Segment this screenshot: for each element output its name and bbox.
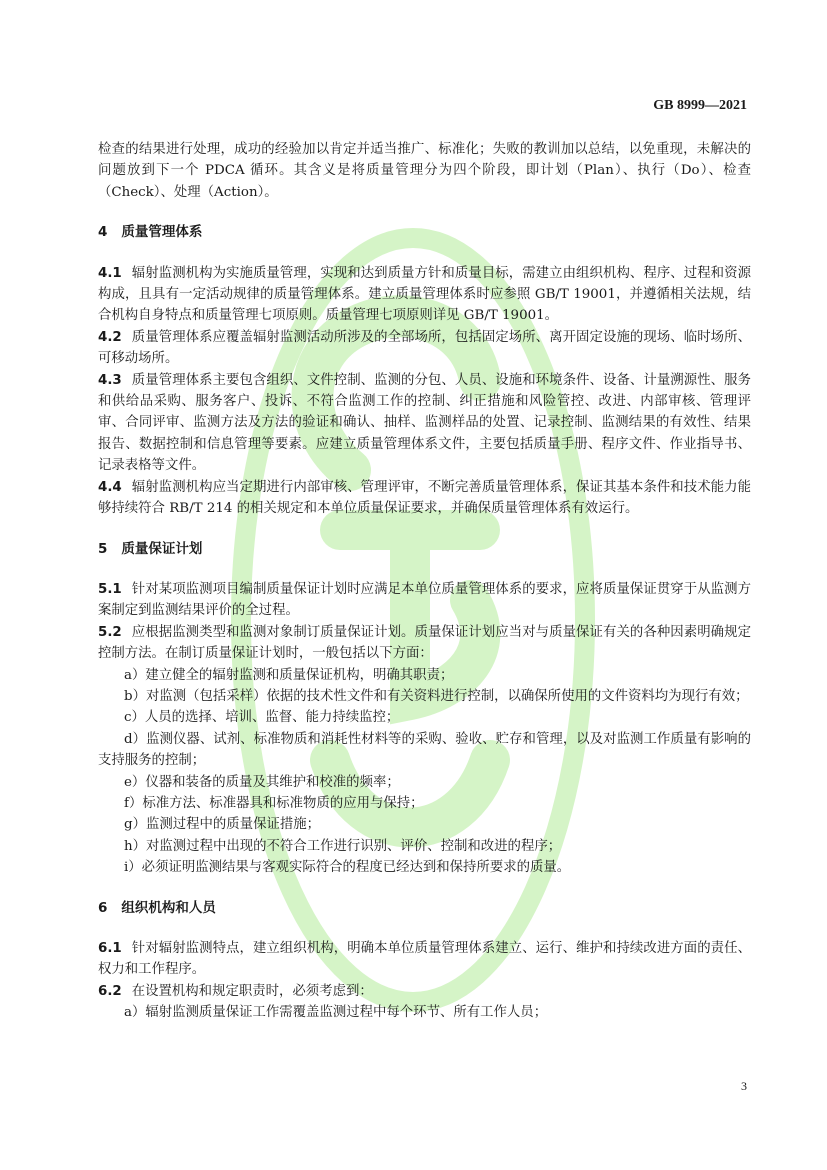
clause-text: 辐射监测机构应当定期进行内部审核、管理评审，不断完善质量管理体系，保证其基本条件和技术能力能够持续符合 RB/T 214 的相关规定和本单位质量保证要求，并确保质量管理体系有效运行。 (98, 479, 751, 517)
section-number: 5 (98, 540, 108, 557)
clause-number: 5.2 (98, 624, 122, 640)
clause-number: 6.1 (98, 941, 122, 956)
section-5-heading (98, 539, 751, 560)
intro-paragraph: 检查的结果进行处理，成功的经验加以肯定并适当推广、标准化；失败的教训加以总结，以免重现，未解决的问题放到下一个 PDCA 循环。其含义是将质量管理分为四个阶段，即计划（Plan）、执行（Do）、检查（Check）、处理（Action）。 (98, 142, 751, 200)
clause-number: 5.1 (98, 581, 122, 597)
clause-4-2 (98, 327, 751, 370)
list-item: h）对监测过程中出现的不符合工作进行识别、评价、控制和改进的程序； (124, 838, 562, 854)
section-title: 质量保证计划 (121, 540, 203, 557)
section-6-heading (98, 898, 751, 919)
list-item: d）监测仪器、试剂、标准物质和消耗性材料等的采购、验收、贮存和管理，以及对监测工作质量有影响的支持服务的控制； (98, 731, 751, 769)
clause-number: 4.3 (98, 372, 122, 388)
list-item: a）辐射监测质量保证工作需覆盖监测过程中每个环节、所有工作人员； (124, 1005, 548, 1021)
clause-text: 在设置机构和规定职责时，必须考虑到： (131, 983, 373, 999)
clause-number: 4.1 (98, 265, 122, 281)
page-content (98, 139, 751, 1024)
section-4-heading (98, 222, 751, 243)
clause-text: 质量管理体系主要包含组织、文件控制、监测的分包、人员、设施和环境条件、设备、计量溯源性、服务和供给品采购、服务客户、投诉、不符合监测工作的控制、纠正措施和风险管控、改进、内部审核、管理评审、合同评审、监测方法及方法的验证和确认、抽样、监测样品的处置、记录控制、监测结果的有效性、结果报告、数据控制和信息管理等要素。应建立质量管理体系文件，主要包括质量手册、程序文件、作业指导书、记录表格等文件。 (98, 372, 751, 474)
clause-5-1 (98, 579, 751, 622)
clause-5-2 (98, 622, 751, 665)
page-number: 3 (741, 1079, 747, 1093)
clause-number: 4.2 (98, 329, 122, 345)
list-item: i）必须证明监测结果与客观实际符合的程度已经达到和保持所要求的质量。 (124, 860, 571, 876)
document-code: GB 8999—2021 (653, 98, 747, 113)
list-item: e）仪器和装备的质量及其维护和校准的频率； (124, 774, 400, 790)
clause-text: 辐射监测机构为实施质量管理，实现和达到质量方针和质量目标，需建立由组织机构、程序、过程和资源构成，且具有一定活动规律的质量管理体系。建立质量管理体系时应参照 GB/T 19001，并遵循相关法规，结合机构自身特点和质量管理七项原则。质量管理七项原则详见 GB/T 19001。 (98, 265, 751, 324)
clause-6-2 (98, 981, 751, 1002)
list-item: b）对监测（包括采样）依据的技术性文件和有关资料进行控制，以确保所使用的文件资料均为现行有效； (124, 688, 749, 704)
section-title: 质量管理体系 (121, 224, 203, 241)
clause-text: 针对辐射监测特点，建立组织机构，明确本单位质量管理体系建立、运行、维护和持续改进方面的责任、权力和工作程序。 (98, 941, 751, 978)
clause-number: 6.2 (98, 983, 122, 999)
clause-4-4 (98, 477, 751, 520)
section-number: 6 (98, 899, 108, 916)
list-item: a）建立健全的辐射监测和质量保证机构，明确其职责； (124, 667, 454, 683)
list-item: g）监测过程中的质量保证措施； (124, 817, 321, 833)
list-item: f）标准方法、标准器具和标准物质的应用与保持； (124, 795, 424, 811)
clause-text: 针对某项监测项目编制质量保证计划时应满足本单位质量管理体系的要求，应将质量保证贯穿于从监测方案制定到监测结果评价的全过程。 (98, 581, 751, 619)
section-title: 组织机构和人员 (121, 899, 216, 916)
list-item: c）人员的选择、培训、监督、能力持续监控； (124, 710, 400, 726)
clause-4-3 (98, 370, 751, 477)
clause-6-1 (98, 938, 751, 981)
clause-number: 4.4 (98, 479, 122, 495)
clause-4-1 (98, 263, 751, 327)
section-number: 4 (98, 224, 108, 241)
clause-text: 应根据监测类型和监测对象制订质量保证计划。质量保证计划应当对与质量保证有关的各种因素明确规定控制方法。在制订质量保证计划时，一般包括以下方面： (98, 624, 751, 662)
clause-text: 质量管理体系应覆盖辐射监测活动所涉及的全部场所，包括固定场所、离开固定设施的现场、临时场所、可移动场所。 (98, 329, 751, 367)
